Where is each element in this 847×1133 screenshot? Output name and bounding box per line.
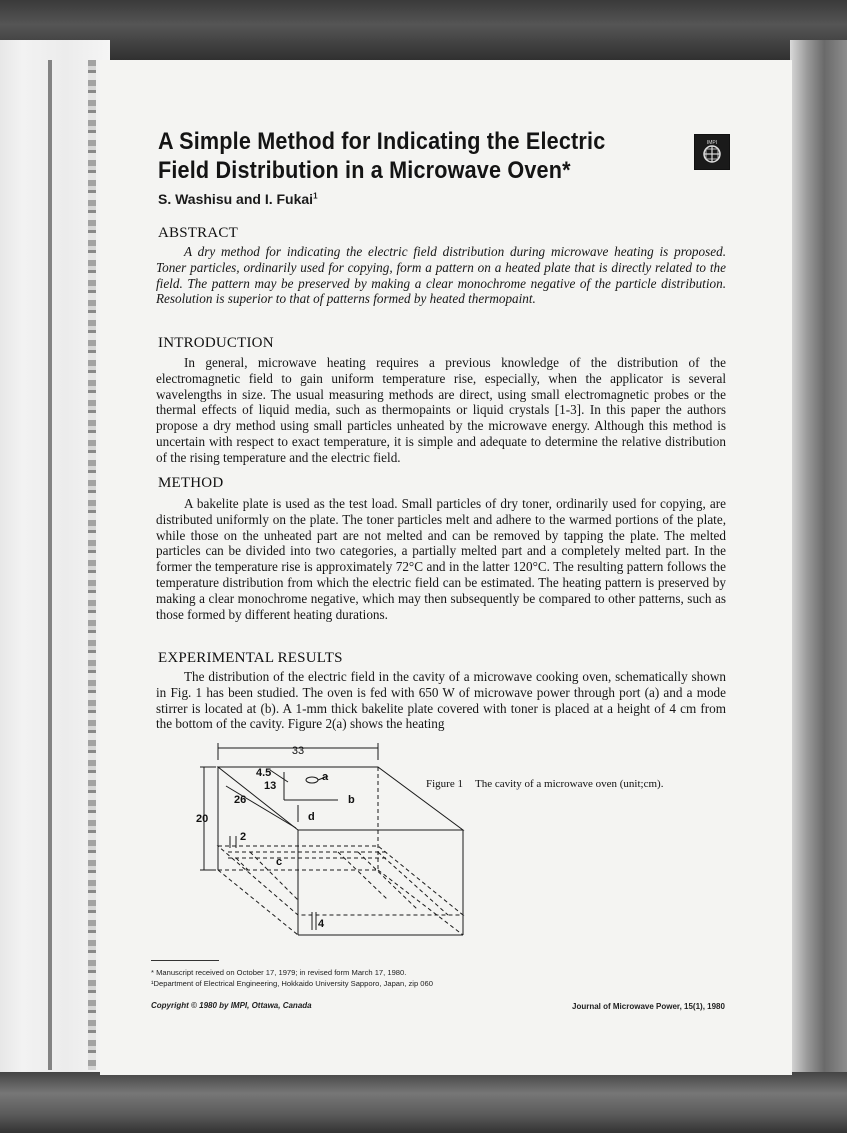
method-heading: METHOD (158, 475, 224, 491)
journal-citation: Journal of Microwave Power, 15(1), 1980 (572, 1002, 725, 1011)
dim-depth-label: 26 (234, 794, 247, 806)
introduction-text: In general, microwave heating requires a previous knowledge of the distribution of the electromagnetic field to gain uniform temperature rise, especially, when the applicator is several wavelengths in size. The usual measuring methods are direct, using small electromagnetic probes or the thermal effects of liquid media, such as thermopaints or liquid crystals [1-3]. In this paper the authors propose a dry method using small particles unheated by the microwave energy. Although this method is uncertain with respect to exact temperature, it is simple and adequate to determine the relative distribution of the rising temperature and the electric field. (156, 355, 726, 465)
footnote-rule (151, 960, 219, 961)
book-binding-stitches (88, 60, 96, 1070)
article-title: A Simple Method for Indicating the Electric Field Distribution in a Microwave Oven* (158, 128, 606, 184)
dim-height-label: 20 (196, 813, 209, 825)
introduction-heading: INTRODUCTION (158, 335, 274, 351)
article-authors: S. Washisu and I. Fukai$^1$ (158, 191, 318, 207)
port-a-label: a (322, 771, 329, 783)
dim-depth-a-label: 13 (264, 780, 277, 792)
figure-1-oven-cavity (188, 740, 478, 950)
footnote-manuscript: * Manuscript received on October 17, 1979; in revised form March 17, 1980. (151, 968, 407, 977)
scan-right-edge (790, 40, 847, 1090)
abstract-heading: ABSTRACT (158, 225, 238, 241)
results-text: The distribution of the electric field in the cavity of a microwave cooking oven, schematically shown in Fig. 1 has been studied. The oven is fed with 650 W of microwave power through port (a) and a mode stirrer is located at (b). A 1-mm thick bakelite plate covered with toner is placed at a height of 4 cm from the bottom of the cavity. Figure 2(a) shows the heating (156, 669, 726, 732)
footnote-affiliation: ¹Department of Electrical Engineering, Hokkaido University Sapporo, Japan, zip 060 (151, 979, 433, 988)
label-c: c (276, 856, 283, 868)
figure-caption: Figure 1 The cavity of a microwave oven (unit;cm). (426, 778, 664, 790)
dim-offset-label: 4.5 (256, 767, 272, 779)
scan-top-edge (0, 0, 847, 62)
impi-logo-icon (694, 134, 730, 170)
results-heading: EXPERIMENTAL RESULTS (158, 650, 343, 666)
method-text: A bakelite plate is used as the test load. Small particles of dry toner, ordinarily used for copying, are distributed uniformly on the plate. The toner particles melt and adhere to the warmed portions of the plate, while those on the unheated part are not melted and can be removed by tapping the plate. The melted particles can be divided into two categories, a partially melted part and a completely melted part. In the former the temperature rise is approximately 72°C and in the latter 120°C. The resulting pattern follows the temperature distribution from which the electric field can be estimated. The heating pattern is preserved by making a clear monochrome negative, which may then subsequently be compared to other patterns, such as those formed by different heating durations. (156, 496, 726, 622)
dim-plate-height-label: 4 (318, 918, 325, 930)
oven-cavity-diagram (188, 740, 478, 945)
label-d: d (308, 811, 315, 823)
book-binding-line (48, 60, 52, 1070)
dim-width-label: 33 (291, 745, 305, 757)
copyright-notice: Copyright © 1980 by IMPI, Ottawa, Canada (151, 1001, 312, 1010)
abstract-text: A dry method for indicating the electric field distribution during microwave heating is proposed. Toner particles, ordinarily used for copying, form a pattern on a heated plate that is directly related to the field. The pattern may be preserved by making a clear monochrome negative of the particle distribution. Resolution is superior to that of patterns formed by heated thermopaint. (156, 244, 726, 307)
logo-text: IMPI (706, 140, 718, 146)
scan-bottom-edge (0, 1072, 847, 1133)
dim-margin-label: 2 (240, 831, 247, 843)
stirrer-b-label: b (348, 794, 355, 806)
